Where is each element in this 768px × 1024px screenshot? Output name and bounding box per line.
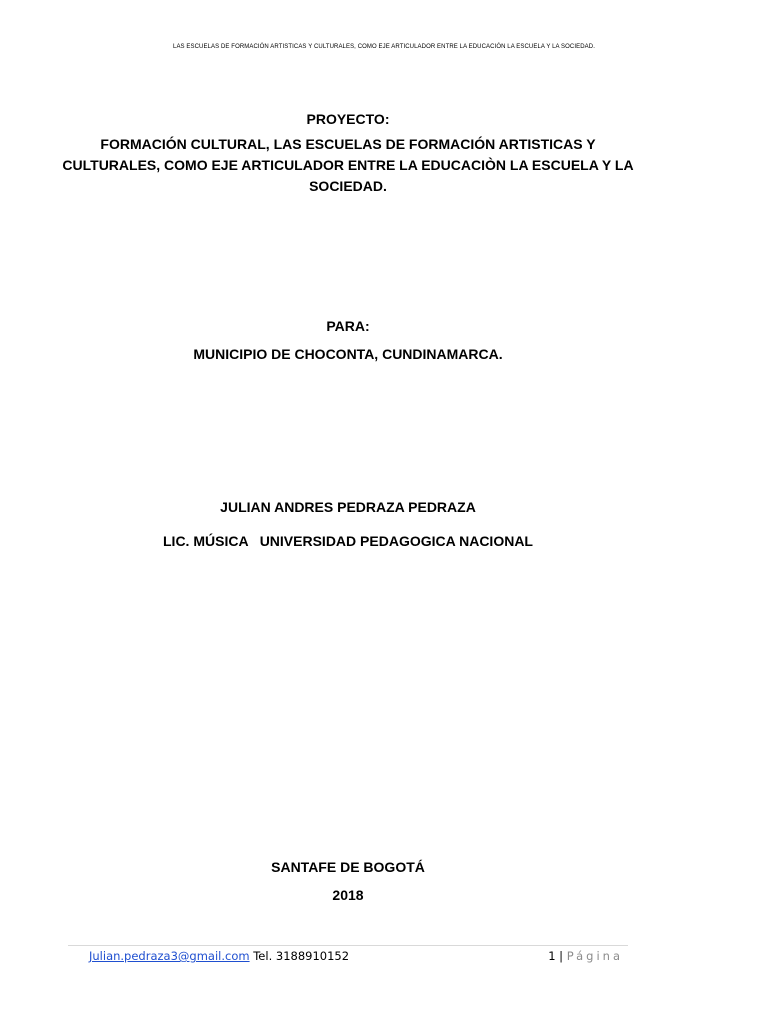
page-separator: | bbox=[555, 949, 567, 963]
location-year: 2018 bbox=[332, 887, 364, 903]
author-degree: LIC. MÚSICA UNIVERSIDAD PEDAGOGICA NACIONAL bbox=[163, 533, 533, 549]
email-link[interactable]: Julian.pedraza3@gmail.com bbox=[89, 949, 250, 963]
recipient-label: PARA: bbox=[326, 318, 370, 334]
project-title: FORMACIÓN CULTURAL, LAS ESCUELAS DE FORMACIÓN ARTISTICAS Y CULTURALES, COMO EJE ARTICULADOR ENTRE LA EDUCACIÒN LA ESCUELA Y LA SOCIEDAD. bbox=[62, 136, 634, 194]
page-number: 1 bbox=[548, 949, 556, 963]
recipient-name: MUNICIPIO DE CHOCONTA, CUNDINAMARCA. bbox=[193, 346, 503, 362]
running-header: LAS ESCUELAS DE FORMACIÓN ARTISTICAS Y CULTURALES, COMO EJE ARTICULADOR ENTRE LA EDUCACIÓN LA ESCUELA Y LA SOCIEDAD. bbox=[173, 44, 595, 50]
footer-divider bbox=[68, 945, 628, 946]
page-word: Página bbox=[566, 949, 623, 963]
footer-contact bbox=[89, 949, 349, 963]
project-label: PROYECTO: bbox=[306, 111, 390, 127]
location-city: SANTAFE DE BOGOTÁ bbox=[271, 859, 425, 875]
phone-text: Tel. 3188910152 bbox=[249, 949, 350, 963]
author-name: JULIAN ANDRES PEDRAZA PEDRAZA bbox=[220, 499, 476, 515]
page-indicator bbox=[548, 949, 623, 963]
